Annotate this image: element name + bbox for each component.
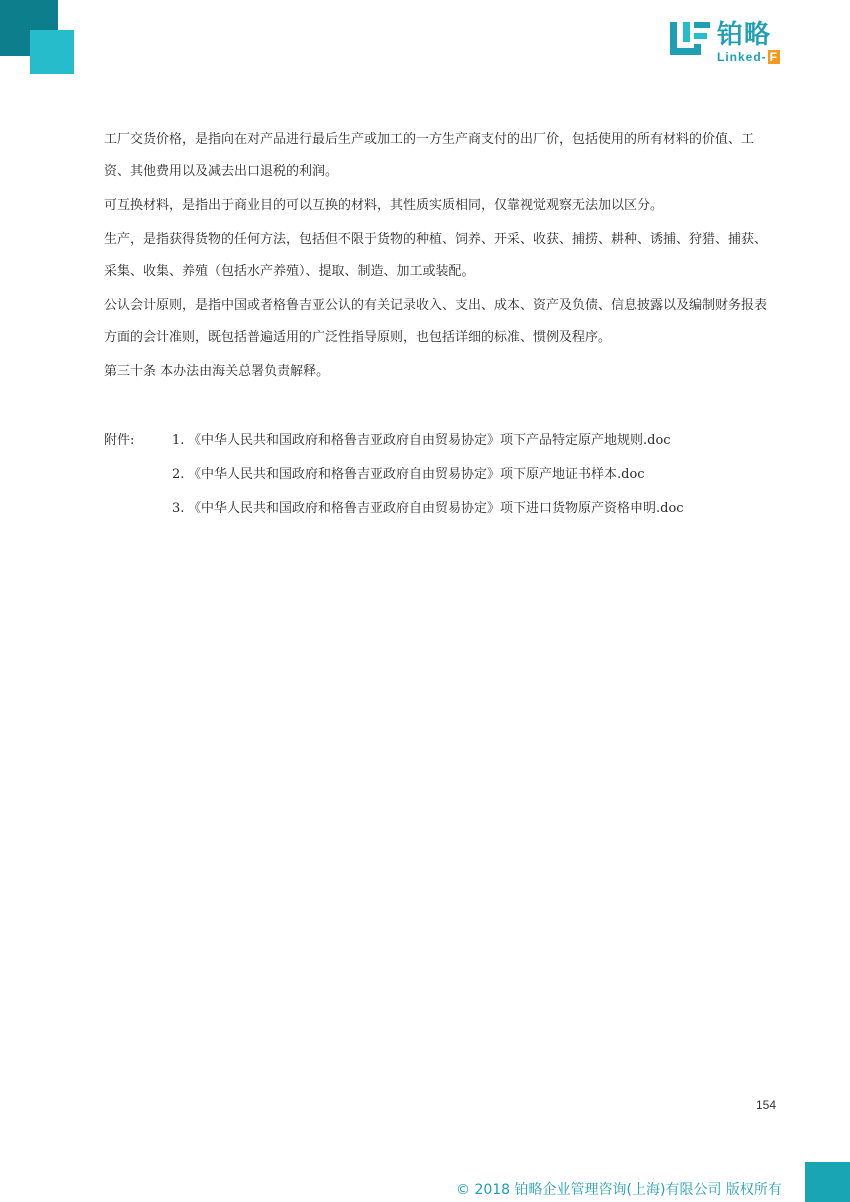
paragraph-interchangeable-materials: 可互换材料，是指出于商业目的可以互换的材料，其性质实质相同，仅靠视觉观察无法加以区分。 [104,198,664,213]
paragraph-accounting-principles: 公认会计原则，是指中国或者格鲁吉亚公认的有关记录收入、支出、成本、资产及负债、信息披露以及编制财务报表方面的会计准则，既包括普遍适用的广泛性指导原则，也包括详细的标准、惯例及程序。 [104,298,768,345]
document-body [104,124,772,390]
attachment-row [104,458,772,492]
brand-name-en-text: Linked- [717,50,767,64]
attachment-row [104,424,772,458]
page-number: 154 [756,1098,777,1112]
attachment-link[interactable]: 《中华人民共和国政府和格鲁吉亚政府自由贸易协定》项下进口货物原产资格申明.doc [188,501,684,516]
attachment-number: 2. [172,467,185,482]
attachment-number: 1. [172,433,185,448]
paragraph-production: 生产，是指获得货物的任何方法，包括但不限于货物的种植、饲养、开采、收获、捕捞、耕种、诱捕、狩猎、捕获、采集、收集、养殖（包括水产养殖）、提取、制造、加工或装配。 [104,232,768,279]
footer-decoration [805,1162,850,1202]
corner-decoration-light [30,30,74,74]
brand-name-en-box: F [769,50,779,64]
attachments-label: 附件: [104,433,135,448]
brand-name-cn: 铂略 [717,20,772,50]
brand-logo [669,20,799,64]
logo-mark-icon [669,20,711,60]
attachments-list [104,424,772,526]
footer-copyright: © 2018 铂略企业管理咨询(上海)有限公司 版权所有 [456,1182,782,1198]
brand-name-en [717,50,780,64]
attachment-link[interactable]: 《中华人民共和国政府和格鲁吉亚政府自由贸易协定》项下产品特定原产地规则.doc [188,433,671,448]
paragraph-article-30: 第三十条 本办法由海关总署负责解释。 [104,364,330,379]
attachment-number: 3. [172,501,185,516]
paragraph-factory-price: 工厂交货价格，是指向在对产品进行最后生产或加工的一方生产商支付的出厂价，包括使用的所有材料的价值、工资、其他费用以及减去出口退税的利润。 [104,132,755,179]
attachment-row [104,492,772,526]
attachment-link[interactable]: 《中华人民共和国政府和格鲁吉亚政府自由贸易协定》项下原产地证书样本.doc [188,467,645,482]
